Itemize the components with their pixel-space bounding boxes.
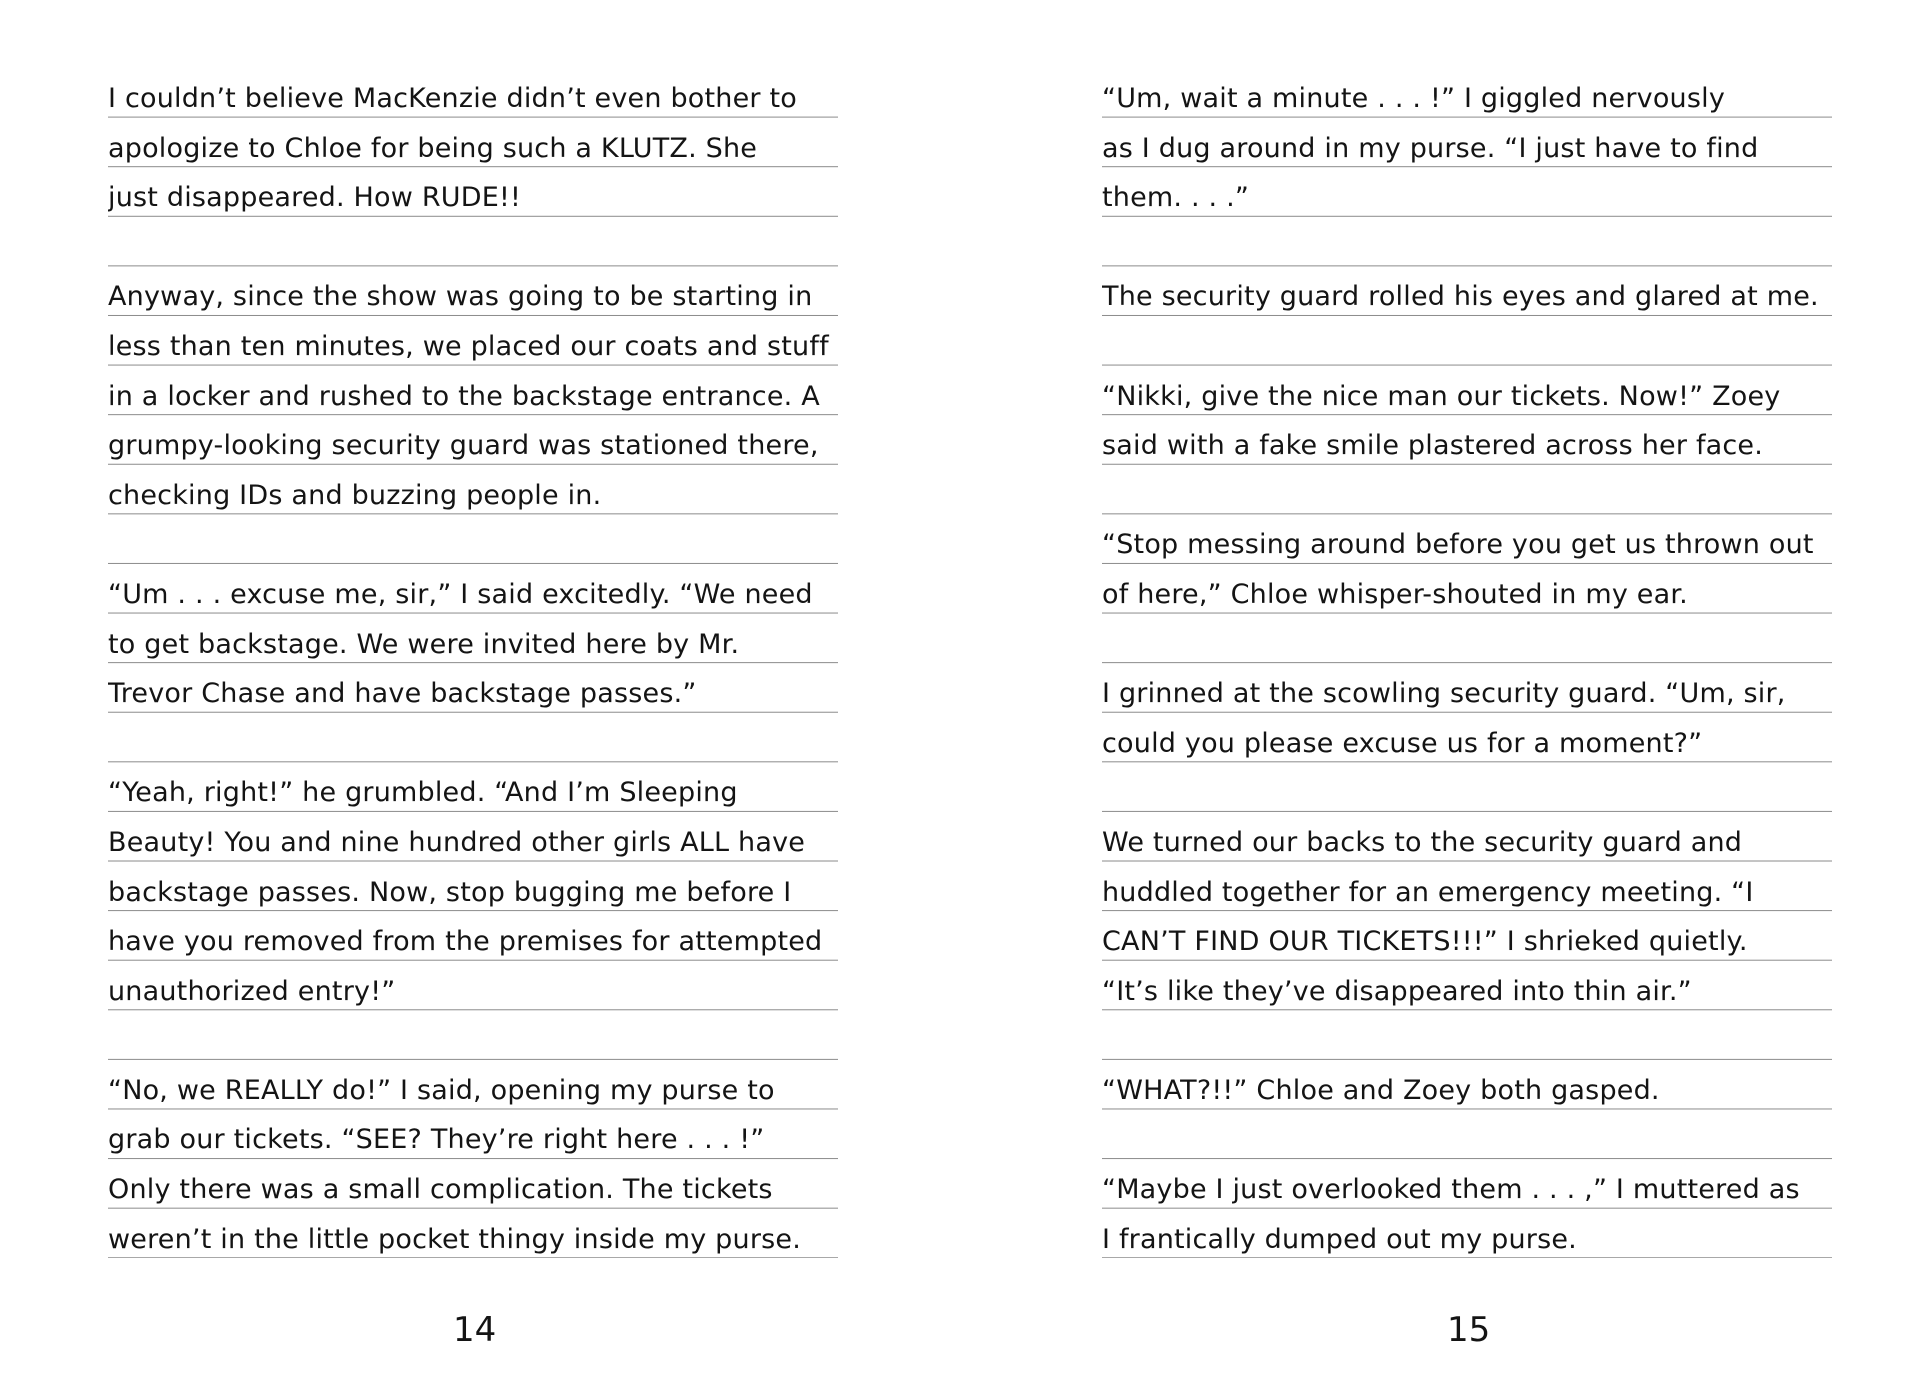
text-line: could you please excuse us for a moment?”: [1102, 727, 1703, 759]
text-line: Trevor Chase and have backstage passes.”: [108, 678, 697, 710]
text-line: [1102, 614, 1832, 664]
text-line: weren’t in the little pocket thingy inside my purse.: [108, 1223, 801, 1255]
text-line: backstage passes. Now, stop bugging me before I: [108, 876, 792, 908]
text-line: I frantically dumped out my purse.: [1102, 1223, 1577, 1255]
text-line: [108, 217, 838, 267]
text-line: huddled together for an emergency meeting. “I: [1102, 876, 1754, 908]
text-line: [1102, 316, 1832, 366]
text-line: less than ten minutes, we placed our coats and stuff: [108, 330, 829, 362]
text-line: “Um . . . excuse me, sir,” I said excitedly. “We need: [108, 578, 813, 610]
text-line: them. . . .”: [1102, 182, 1250, 214]
text-line: apologize to Chloe for being such a KLUTZ. She: [108, 132, 758, 164]
text-line: I grinned at the scowling security guard. “Um, sir,: [1102, 678, 1786, 710]
text-line: We turned our backs to the security guard and: [1102, 826, 1743, 858]
text-line: have you removed from the premises for attempted: [108, 926, 823, 958]
text-line: “WHAT?!!” Chloe and Zoey both gasped.: [1102, 1074, 1660, 1106]
text-line: Beauty! You and nine hundred other girls ALL have: [108, 826, 806, 858]
left-page: [108, 68, 838, 1258]
text-line: Anyway, since the show was going to be starting in: [108, 281, 813, 313]
text-line: [1102, 217, 1832, 267]
text-line: I couldn’t believe MacKenzie didn’t even bother to: [108, 83, 797, 114]
text-line: as I dug around in my purse. “I just have to find: [1102, 132, 1759, 164]
text-line: “Yeah, right!” he grumbled. “And I’m Sleeping: [108, 777, 738, 809]
page-number-right: 15: [1447, 1310, 1491, 1350]
text-line: “Um, wait a minute . . . !” I giggled nervously: [1102, 83, 1726, 114]
page-number-left: 14: [453, 1310, 497, 1350]
text-line: [108, 713, 838, 763]
text-line: checking IDs and buzzing people in.: [108, 479, 602, 511]
text-line: “No, we REALLY do!” I said, opening my purse to: [108, 1074, 775, 1106]
text-line: [1102, 465, 1832, 515]
text-line: “It’s like they’ve disappeared into thin air.”: [1102, 975, 1692, 1007]
text-line: said with a fake smile plastered across her face.: [1102, 430, 1764, 462]
text-line: “Maybe I just overlooked them . . . ,” I muttered as: [1102, 1174, 1800, 1206]
right-page: [1102, 68, 1832, 1258]
text-line: “Nikki, give the nice man our tickets. Now!” Zoey: [1102, 380, 1781, 412]
text-line: in a locker and rushed to the backstage entrance. A: [108, 380, 820, 412]
text-line: [1102, 1109, 1832, 1159]
text-line: [1102, 1010, 1832, 1060]
text-line: to get backstage. We were invited here by Mr.: [108, 628, 740, 660]
text-line: grab our tickets. “SEE? They’re right here . . . !”: [108, 1124, 765, 1156]
text-line: CAN’T FIND OUR TICKETS!!!” I shrieked quietly.: [1102, 926, 1748, 958]
left-page-ruled-text: [108, 68, 838, 1258]
text-line: [108, 514, 838, 564]
right-page-ruled-text: [1102, 68, 1832, 1258]
text-line: The security guard rolled his eyes and glared at me.: [1102, 281, 1819, 313]
text-line: [1102, 762, 1832, 812]
text-line: [108, 1010, 838, 1060]
text-line: Only there was a small complication. The tickets: [108, 1174, 773, 1206]
text-line: just disappeared. How RUDE!!: [108, 182, 522, 214]
text-line: of here,” Chloe whisper-shouted in my ear.: [1102, 578, 1688, 610]
text-line: unauthorized entry!”: [108, 975, 396, 1007]
text-line: “Stop messing around before you get us thrown out: [1102, 529, 1814, 561]
text-line: grumpy-looking security guard was stationed there,: [108, 430, 819, 462]
